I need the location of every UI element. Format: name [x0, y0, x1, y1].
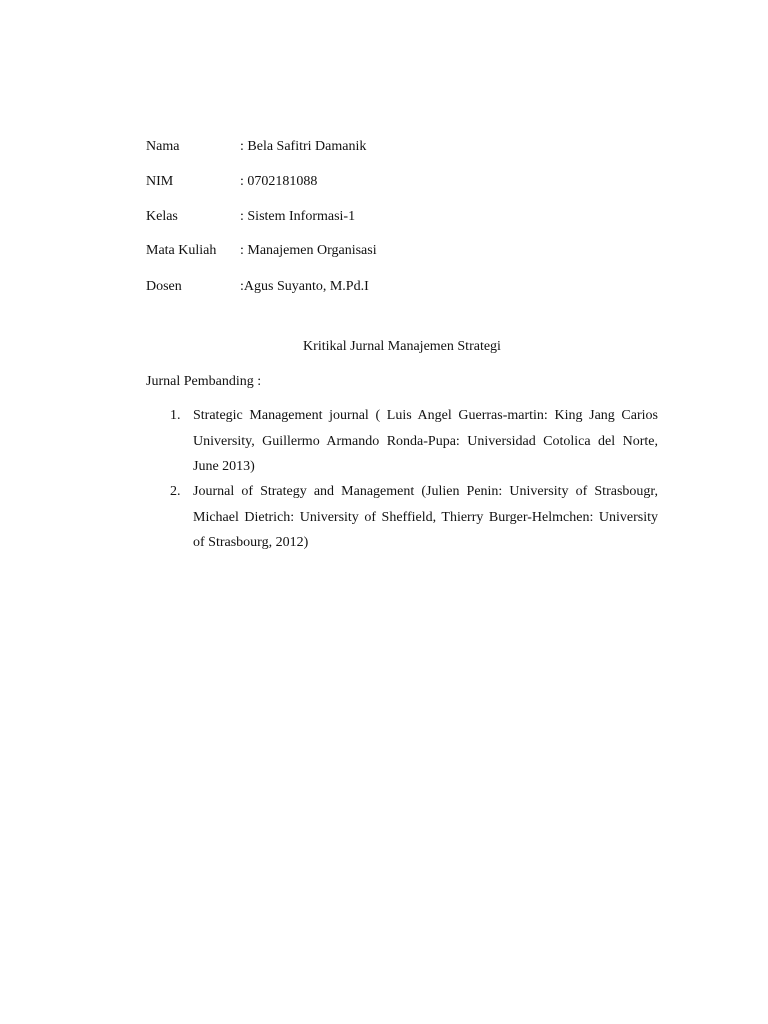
info-label: Dosen — [146, 279, 182, 294]
reference-text: Strategic Management journal ( Luis Angel Guerras-martin: King Jang Carios University, Guillermo Armando Ronda-Pupa: Universidad Cotolica del Norte, June 2013) — [193, 408, 658, 474]
reference-number: 2. — [170, 484, 181, 499]
info-value: : Sistem Informasi-1 — [240, 209, 356, 224]
info-value: : 0702181088 — [240, 174, 318, 189]
info-label: Kelas — [146, 209, 178, 224]
reference-item — [146, 479, 658, 556]
reference-number: 1. — [170, 408, 181, 423]
info-value: :Agus Suyanto, M.Pd.I — [240, 279, 369, 294]
info-label: Mata Kuliah — [146, 243, 217, 258]
info-label: Nama — [146, 139, 180, 154]
document-title: Kritikal Jurnal Manajemen Strategi — [303, 339, 501, 354]
info-label: NIM — [146, 174, 174, 189]
reference-text: Journal of Strategy and Management (Julien Penin: University of Strasbougr, Michael Dietrich: University of Sheffield, Thierry Burger-Helmchen: University of Strasbourg, 2012) — [193, 484, 658, 550]
info-value: : Manajemen Organisasi — [240, 243, 377, 258]
reference-item — [146, 403, 658, 480]
section-heading: Jurnal Pembanding : — [146, 374, 262, 389]
info-value: : Bela Safitri Damanik — [240, 139, 367, 154]
